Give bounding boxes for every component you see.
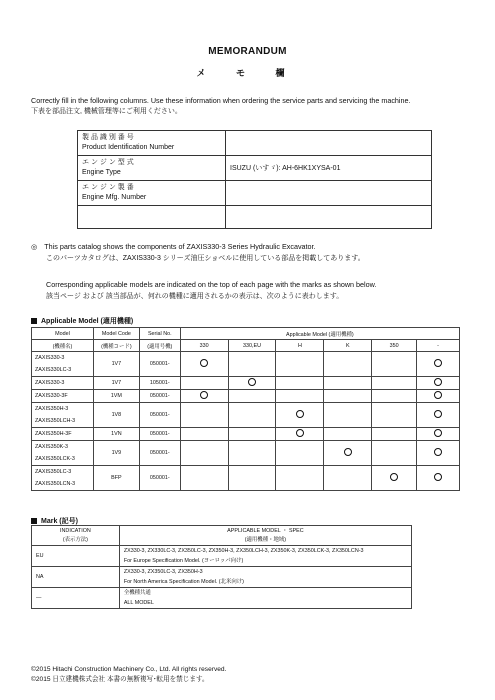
mark-spec-region: For North America Specification Model. (北米向け) [123,579,244,585]
mark-heading-text: Mark (記号) [41,518,78,525]
header-model-code: Model Code [93,328,139,340]
applicability-cell [417,428,460,441]
column-header: - [417,340,460,352]
applicability-cell [324,428,372,441]
model-code-cell: 1V7 [93,352,139,377]
model-name: ZAXIS350H-3 [35,406,69,412]
serial-cell: 050001- [139,403,180,428]
applicability-cell [276,352,324,377]
applicability-cell [417,377,460,390]
model-name: ZAXIS330-3F [35,393,68,399]
model-name: ZAXIS350LC-3 [35,469,72,475]
column-header: K [324,340,372,352]
applicability-cell [372,441,417,466]
id-row-engine-mfg-number [78,181,432,206]
applicability-cell [228,352,276,377]
id-row-product-number [78,131,432,156]
model-code-cell: 1V9 [93,441,139,466]
applicability-cell [276,466,324,491]
circle-mark-icon [200,391,208,399]
id-label [78,131,226,156]
model-name: ZAXIS350H-3F [35,431,72,437]
header-indication-jp: (表示方法) [62,536,88,543]
square-bullet-icon [31,318,37,324]
applicability-cell [324,466,372,491]
serial-cell: 050001- [139,441,180,466]
mark-row-na [32,567,412,588]
applicability-cell [228,441,276,466]
applicability-cell [417,403,460,428]
mark-indication: NA [32,567,120,588]
circle-mark-icon [344,448,352,456]
circle-mark-icon [390,473,398,481]
id-row-blank [78,206,432,229]
circle-mark-icon [296,429,304,437]
column-header: 350 [372,340,417,352]
circle-mark-icon [296,410,304,418]
applicability-cell [276,377,324,390]
id-row-engine-type [78,156,432,181]
model-name: ZAXIS330LC-3 [35,367,72,373]
circle-mark-icon [434,429,442,437]
id-label [78,206,226,229]
table-row [32,466,460,491]
applicability-cell [228,466,276,491]
table-row [32,352,460,377]
catalog-note-en [31,242,316,252]
applicability-cell [417,390,460,403]
applicability-cell [276,390,324,403]
id-value-field[interactable] [226,181,432,206]
applicability-cell [276,403,324,428]
marks-note-jp: 該当ページ および 該当部品が、何れの機種に適用されるかの表示は、次のように表わします。 [46,293,344,300]
header-model-jp: (機種名) [32,340,94,352]
id-label [78,181,226,206]
applicability-cell [228,428,276,441]
intro-text-jp: 下表を部品注文, 機械管理等にご利用ください。 [31,108,182,115]
circle-mark-icon [434,473,442,481]
model-name: ZAXIS350LCN-3 [35,481,76,487]
applicability-cell [228,403,276,428]
circle-mark-icon [434,410,442,418]
page-subtitle: メ モ 欄 [196,68,299,78]
table-row [32,377,460,390]
mark-row-eu [32,546,412,567]
applicable-model-rows [32,352,460,491]
header-indication-en: INDICATION [60,527,91,534]
id-label-jp: エ ン ジ ン 製 番 [82,184,134,191]
copyright-jp: ©2015 日立建機株式会社 本書の無断複写･転用を禁じます。 [31,676,209,683]
header-model: Model [32,328,94,340]
applicability-cell [372,352,417,377]
mark-row-all [32,588,412,609]
id-label-en: Engine Mfg. Number [82,194,147,201]
table-row [32,403,460,428]
applicability-cell [180,403,228,428]
applicability-cell [372,390,417,403]
applicability-cell [180,390,228,403]
model-cell [32,352,94,377]
table-row [32,390,460,403]
model-code-cell: 1VN [93,428,139,441]
mark-spec-region: ALL MODEL [123,600,154,606]
applicability-cell [324,352,372,377]
column-header: 330 [180,340,228,352]
applicability-cell [372,428,417,441]
applicability-cell [180,441,228,466]
table-row [32,428,460,441]
circle-mark-icon [434,391,442,399]
applicability-cell [276,428,324,441]
serial-cell: 050001- [139,466,180,491]
model-name: ZAXIS350K-3 [35,444,68,450]
serial-cell: 050001- [139,390,180,403]
model-cell [32,466,94,491]
applicability-cell [180,352,228,377]
model-cell [32,441,94,466]
header-spec-jp: (適用機種・地域) [244,536,287,543]
id-value-field[interactable] [226,206,432,229]
catalog-note-jp: このパーツカタログは、ZAXIS330-3 シリーズ油圧ショベルに使用している部品を掲載してあります。 [46,255,365,262]
mark-indication: — [32,588,120,609]
applicability-cell [372,377,417,390]
applicability-cell [228,390,276,403]
model-cell [32,428,94,441]
header-spec-en: APPLICABLE MODEL ・ SPEC [227,527,304,534]
applicable-model-table [31,327,460,491]
applicability-cell [276,441,324,466]
id-label-en: Product Identification Number [82,144,175,151]
circle-mark-icon [248,378,256,386]
model-code-cell: 1V8 [93,403,139,428]
id-value-field[interactable] [226,131,432,156]
table-row [32,441,460,466]
applicability-cell [324,403,372,428]
applicability-cell [417,441,460,466]
applicability-cell [324,441,372,466]
model-code-cell: 1V7 [93,377,139,390]
applicability-cell [180,377,228,390]
model-name: ZAXIS330-3 [35,380,65,386]
applicability-cell [180,428,228,441]
header-spec [119,526,411,546]
copyright-en: ©2015 Hitachi Construction Machinery Co., Ltd. All rights reserved. [31,666,227,673]
applicability-cell [324,377,372,390]
mark-spec [119,588,411,609]
applicability-cell [324,390,372,403]
model-cell [32,403,94,428]
mark-spec-models: ZX330-3, ZX330LC-3, ZX350LC-3, ZX350H-3, ZX350LCH-3, ZX350K-3, ZX350LCK-3, ZX350LCN-3 [123,548,364,554]
id-value-field[interactable]: ISUZU (いすゞ): AH-6HK1XYSA-01 [226,156,432,181]
identification-table [77,130,432,229]
id-label-jp: 製 品 識 別 番 号 [82,134,134,141]
square-bullet-icon [31,518,37,524]
header-serial-jp: (適用号機) [139,340,180,352]
serial-cell: 050001- [139,428,180,441]
circle-mark-icon [200,359,208,367]
header-serial: Serial No. [139,328,180,340]
model-name: ZAXIS330-3 [35,355,65,361]
applicable-model-heading [31,316,133,326]
mark-spec-region: For Europe Specification Model. (ヨーロッパ向け) [123,558,244,564]
mark-spec-models: ZX330-3, ZX350LC-3, ZX350H-3 [123,569,203,575]
id-label-en: Engine Type [82,169,121,176]
mark-table [31,525,412,609]
model-cell [32,390,94,403]
model-cell [32,377,94,390]
mark-spec-models: 全機種共通 [123,590,151,596]
applicability-cell [417,466,460,491]
applicability-cell [180,466,228,491]
column-header: H [276,340,324,352]
applicable-model-heading-text: Applicable Model (適用機種) [41,318,134,325]
intro-text-en: Correctly fill in the following columns. Use these information when ordering the service parts and servicing the machine. [31,96,411,105]
catalog-note-text: This parts catalog shows the components of ZAXIS330-3 Series Hydraulic Excavator. [44,242,316,251]
marks-note-en: Corresponding applicable models are indicated on the top of each page with the marks as shown below. [46,280,377,289]
serial-cell: 105001- [139,377,180,390]
id-label [78,156,226,181]
serial-cell: 050001- [139,352,180,377]
header-applicable-model: Applicable Model (適用機種) [180,328,459,340]
circle-mark-icon [434,359,442,367]
model-name: ZAXIS350LCK-3 [35,456,75,462]
model-name: ZAXIS350LCH-3 [35,418,76,424]
model-code-cell: BFP [93,466,139,491]
circle-mark-icon [434,378,442,386]
applicability-cell [417,352,460,377]
applicability-cell [228,377,276,390]
header-indication [32,526,120,546]
page-title: MEMORANDUM [208,46,287,57]
applicability-cell [372,466,417,491]
column-header: 330,EU [228,340,276,352]
id-label-jp: エ ン ジ ン 型 式 [82,159,134,166]
applicability-cell [372,403,417,428]
model-code-cell: 1VM [93,390,139,403]
mark-spec [119,546,411,567]
circle-mark-icon [434,448,442,456]
header-model-code-jp: (機種コード) [93,340,139,352]
mark-spec [119,567,411,588]
mark-indication: EU [32,546,120,567]
bullet-icon: ◎ [31,242,38,251]
